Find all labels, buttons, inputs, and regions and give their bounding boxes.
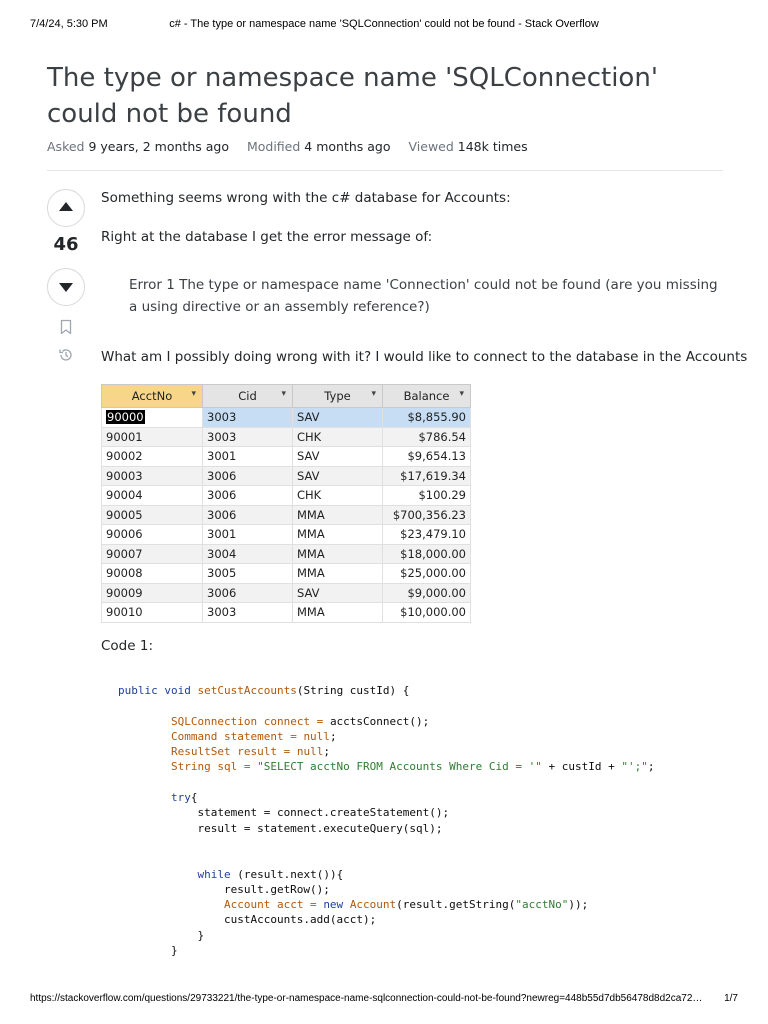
column-header-cid: Cid ▾	[203, 385, 293, 408]
print-page-title: c# - The type or namespace name 'SQLConnection' could not be found - Stack Overflow	[169, 18, 599, 30]
title-divider	[47, 170, 723, 171]
code-line: Command statement = null;	[170, 729, 337, 743]
code-line: statement = connect.createStatement();	[118, 806, 450, 820]
print-page-number: 1/7	[724, 993, 738, 1004]
code-line: }	[118, 944, 178, 958]
table-row: 90006 3001 MMA $23,479.10	[102, 525, 471, 545]
table-row: 90007 3004 MMA $18,000.00	[102, 544, 471, 564]
modified-label: Modified	[246, 139, 301, 154]
code-line: try{	[170, 791, 198, 805]
code-line: result.getRow();	[118, 882, 330, 896]
column-header-type: Type ▾	[293, 385, 383, 408]
code-line: ResultSet result = null;	[170, 745, 330, 759]
accounts-table-image	[101, 384, 471, 623]
question-title[interactable]: The type or namespace name 'SQLConnection' could not be found	[47, 63, 658, 129]
print-footer	[30, 993, 738, 1007]
bookmark-icon[interactable]	[58, 319, 74, 335]
vote-score: 46	[53, 234, 79, 255]
downvote-button[interactable]	[47, 268, 85, 306]
code-label: Code 1:	[101, 638, 153, 654]
upvote-button[interactable]	[47, 189, 85, 227]
dropdown-arrow-icon: ▾	[371, 389, 376, 399]
question-meta	[47, 139, 542, 154]
upvote-icon	[59, 202, 73, 211]
table-row: 90000 3003 SAV $8,855.90	[102, 408, 471, 428]
code-line: String sql = "SELECT acctNo FROM Accounts Where Cid = '" + custId + "';";	[170, 760, 655, 774]
viewed-value: 148k times	[457, 139, 528, 154]
code-line: public void setCustAccounts(String custId) {	[118, 684, 410, 697]
print-date: 7/4/24, 5:30 PM	[30, 18, 108, 30]
table-row: 90001 3003 CHK $786.54	[102, 427, 471, 447]
code-line: Account acct = new Account(result.getString("acctNo"));	[223, 898, 589, 912]
asked-label: Asked	[47, 139, 85, 154]
table-row: 90004 3006 CHK $100.29	[102, 486, 471, 506]
dropdown-arrow-icon: ▾	[459, 389, 464, 399]
body-paragraph: Right at the database I get the error message of:	[101, 229, 433, 245]
code-line: result = statement.executeQuery(sql);	[118, 821, 443, 835]
column-header-balance: Balance ▾	[383, 385, 471, 408]
code-line: }	[118, 928, 205, 942]
column-header-acctno: AcctNo ▾	[102, 385, 203, 408]
body-paragraph: What am I possibly doing wrong with it? I would like to connect to the database in the Accounts	[101, 349, 748, 365]
table-row: 90002 3001 SAV $9,654.13	[102, 447, 471, 467]
print-header	[30, 18, 738, 32]
table-row: 90009 3006 SAV $9,000.00	[102, 583, 471, 603]
history-icon[interactable]	[58, 347, 74, 363]
code-block	[118, 683, 654, 958]
table-row: 90005 3006 MMA $700,356.23	[102, 505, 471, 525]
table-row: 90010 3003 MMA $10,000.00	[102, 603, 471, 623]
body-paragraph: Something seems wrong with the c# database for Accounts:	[101, 190, 511, 206]
table-row: 90008 3005 MMA $25,000.00	[102, 564, 471, 584]
code-line: custAccounts.add(acct);	[118, 913, 377, 927]
asked-value: 9 years, 2 months ago	[88, 139, 229, 154]
table-row: 90003 3006 SAV $17,619.34	[102, 466, 471, 486]
error-blockquote: Error 1 The type or namespace name 'Connection' could not be found (are you missing a using directive or an assembly reference?)	[129, 277, 718, 315]
code-line: SQLConnection connect = acctsConnect();	[170, 714, 430, 728]
code-line: while (result.next()){	[197, 867, 344, 881]
downvote-icon	[59, 283, 73, 292]
dropdown-arrow-icon: ▾	[191, 389, 196, 399]
modified-value[interactable]: 4 months ago	[304, 139, 391, 154]
dropdown-arrow-icon: ▾	[281, 389, 286, 399]
print-url: https://stackoverflow.com/questions/29733221/the-type-or-namespace-name-sqlconnection-could-not-be-found?newreg=448b55d7db56478d8d2ca72…	[30, 993, 703, 1004]
viewed-label: Viewed	[408, 139, 454, 154]
